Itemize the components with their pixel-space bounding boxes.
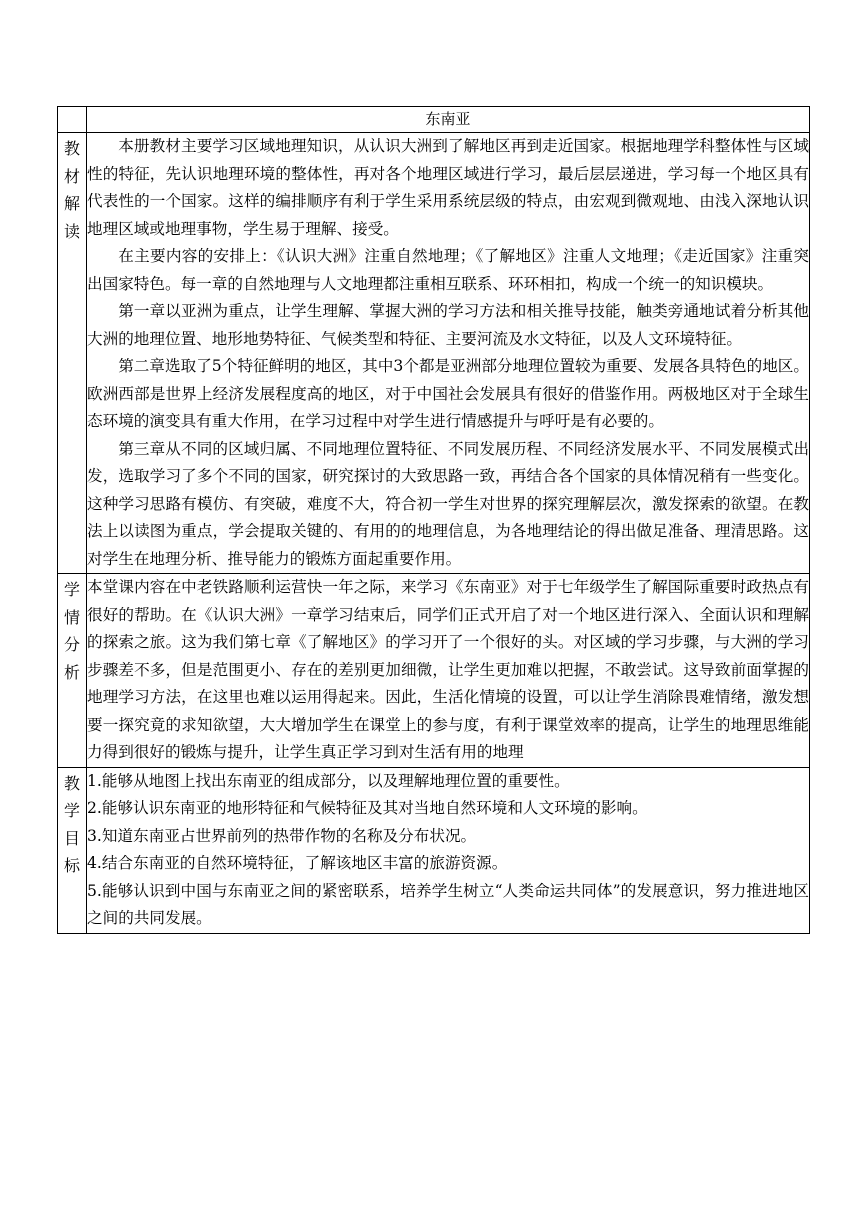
paragraph: 第一章以亚洲为重点，让学生理解、掌握大洲的学习方法和相关推导技能，触类旁通地试着分析其他大洲的地理位置、地形地势特征、气候类型和特征、主要河流及水文特征，以及人文环境特征。 (87, 302, 809, 348)
section-row-student-analysis (58, 574, 810, 768)
lesson-plan-table (57, 106, 810, 934)
section-label-student-analysis: 学情分析 (64, 580, 81, 682)
objective-item: 4.结合东南亚的自然环境特征，了解该地区丰富的旅游资源。 (87, 854, 508, 872)
title-row (58, 107, 810, 133)
objective-item: 1.能够从地图上找出东南亚的组成部分，以及理解地理位置的重要性。 (87, 771, 570, 790)
paragraph: 本堂课内容在中老铁路顺利运营快一年之际，来学习《东南亚》对于七年级学生了解国际重要时政热点有很好的帮助。在《认识大洲》一章学习结束后，同学们正式开启了对一个地区进行深入、全面认识和理解的探索之旅。这为我们第七章《了解地区》的学习开了一个很好的头。对区域的学习步骤，与大洲的学习步骤差不多，但是范围更小、存在的差别更加细微，让学生更加难以把握，不敢尝试。这导致前面掌握的地理学习方法，在这里也难以运用得起来。因此，生活化情境的设置，可以让学生消除畏难情绪，激发想要一探究竟的求知欲望，大大增加学生在课堂上的参与度，有利于课堂效率的提高，让学生的地理思维能力得到很好的锻炼与提升，让学生真正学习到对生活有用的地理 (87, 578, 809, 761)
lesson-title: 东南亚 (87, 107, 810, 133)
objective-item: 2.能够认识东南亚的地形特征和气候特征及其对当地自然环境和人文环境的影响。 (87, 799, 648, 817)
section-label-cell (58, 767, 87, 933)
section-label-textbook-analysis: 教材解读 (64, 139, 81, 241)
section-label-cell (58, 133, 87, 574)
objective-item: 3.知道东南亚占世界前列的热带作物的名称及分布状况。 (87, 826, 477, 845)
paragraph: 第三章从不同的区域归属、不同地理位置特征、不同发展历程、不同经济发展水平、不同发展模式出发，选取学习了多个不同的国家，研究探讨的大致思路一致，再结合各个国家的具体情况稍有一些变化。这种学习思路有模仿、有突破，难度不大，符合初一学生对世界的探究理解层次，激发探索的欲望。在教法上以读图为重点，学会提取关键的、有用的的地理信息，为各地理结论的得出做足准备、理清思路。这对学生在地理分析、推导能力的锻炼方面起重要作用。 (87, 439, 809, 568)
section-label-teaching-objectives: 教学目标 (64, 773, 81, 875)
section-body-student-analysis (87, 574, 810, 768)
section-row-teaching-objectives (58, 767, 810, 933)
section-body-textbook-analysis (87, 133, 810, 574)
paragraph: 在主要内容的安排上：《认识大洲》注重自然地理；《了解地区》注重人文地理；《走近国家》注重突出国家特色。每一章的自然地理与人文地理都注重相互联系、环环相扣，构成一个统一的知识模块。 (87, 247, 809, 293)
title-row-empty-cell (58, 107, 87, 133)
objective-item: 5.能够认识到中国与东南亚之间的紧密联系，培养学生树立“人类命运共同体”的发展意识，努力推进地区之间的共同发展。 (87, 881, 809, 927)
section-label-cell (58, 574, 87, 768)
paragraph: 本册教材主要学习区域地理知识，从认识大洲到了解地区再到走近国家。根据地理学科整体性与区域性的特征，先认识地理环境的整体性，再对各个地理区域进行学习，最后层层递进，学习每一个地区具有代表性的一个国家。这样的编排顺序有利于学生采用系统层级的特点，由宏观到微观地、由浅入深地认识地理区域或地理事物，学生易于理解、接受。 (87, 137, 809, 238)
paragraph: 第二章选取了5个特征鲜明的地区，其中3个都是亚洲部分地理位置较为重要、发展各具特色的地区。欧洲西部是世界上经济发展程度高的地区，对于中国社会发展具有很好的借鉴作用。两极地区对于全球生态环境的演变具有重大作用，在学习过程中对学生进行情感提升与呼吁是有必要的。 (87, 357, 809, 430)
section-row-textbook-analysis (58, 133, 810, 574)
section-body-teaching-objectives (87, 767, 810, 933)
